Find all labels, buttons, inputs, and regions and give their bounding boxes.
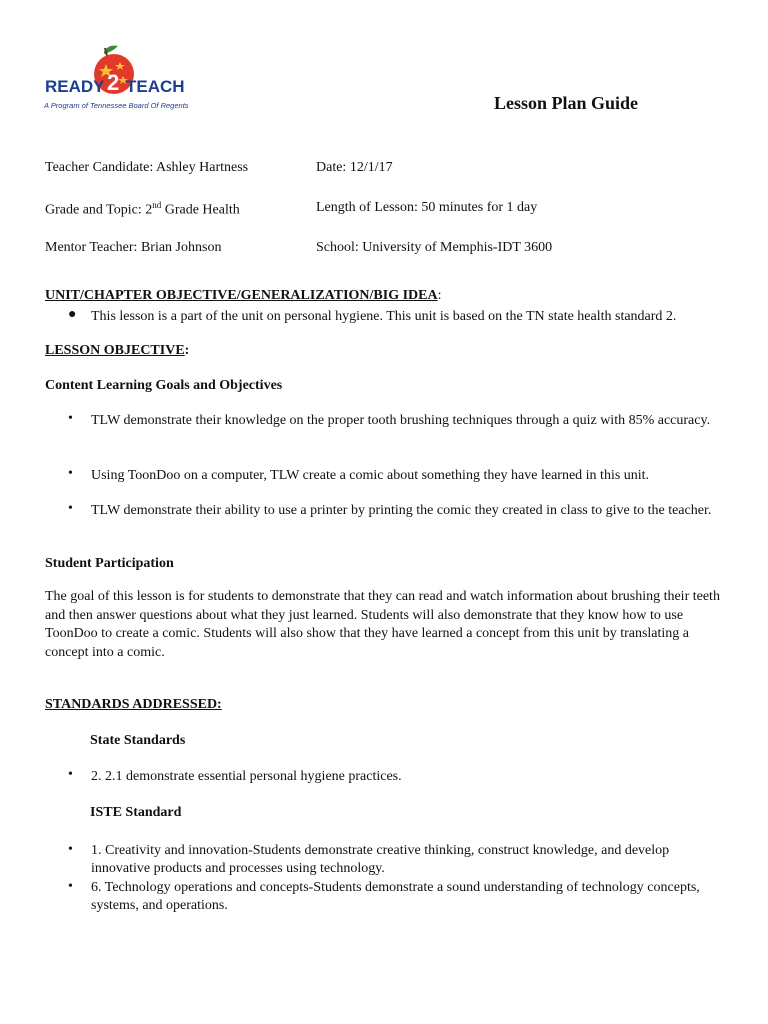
bullet-icon: ● (68, 307, 77, 322)
grade-sup: nd (152, 200, 162, 210)
logo-ready-text: READY (45, 77, 105, 96)
apple-logo-icon (44, 44, 189, 104)
ready2teach-logo (44, 44, 189, 116)
unit-objective-heading: UNIT/CHAPTER OBJECTIVE/GENERALIZATION/BIG IDEA (45, 288, 438, 303)
unit-objective-heading-row (45, 288, 442, 304)
page-title: Lesson Plan Guide (494, 93, 639, 113)
teacher-candidate: Teacher Candidate: Ashley Hartness (45, 160, 249, 175)
goals-heading: Content Learning Goals and Objectives (45, 378, 283, 393)
iste-standard-heading: ISTE Standard (90, 805, 182, 820)
iste-standard-text: 1. Creativity and innovation-Students demonstrate creative thinking, construct knowledge, and develop innovative products and processes using technology. (91, 843, 670, 876)
lesson-objective-heading-row (45, 343, 189, 359)
unit-heading-colon: : (437, 288, 442, 303)
grade-suffix: Grade Health (161, 202, 240, 218)
lesson-length: Length of Lesson: 50 minutes for 1 day (316, 200, 538, 215)
logo-teach-text: TEACH (126, 77, 185, 96)
lesson-date: Date: 12/1/17 (316, 160, 393, 175)
participation-heading: Student Participation (45, 556, 174, 571)
goal-text: TLW demonstrate their ability to use a printer by printing the comic they created in class to give to the teacher. (91, 503, 712, 518)
goal-text: TLW demonstrate their knowledge on the proper tooth brushing techniques through a quiz with 85% accuracy. (91, 413, 711, 428)
participation-text: The goal of this lesson is for students to demonstrate that they can read and watch information about brushing their teeth and then answer questions about what they just learned. Students will also demonstrate that they know how to use ToonDoo to create a comic. Students will also show that they have learned a concept from this unit by translating a concept into a comic. (45, 589, 720, 660)
state-standard-text: 2. 2.1 demonstrate essential personal hygiene practices. (91, 769, 402, 784)
state-standards-heading: State Standards (90, 733, 186, 748)
grade-prefix: Grade and Topic: 2 (45, 202, 153, 218)
bullet-icon: • (68, 767, 73, 782)
goal-text: Using ToonDoo on a computer, TLW create a comic about something they have learned in this unit. (91, 468, 650, 483)
lesson-heading-colon: : (184, 343, 190, 358)
logo-tagline: A Program of Tennessee Board Of Regents (44, 101, 189, 110)
bullet-icon: • (68, 411, 73, 426)
bullet-icon: • (68, 466, 73, 481)
bullet-icon: • (68, 842, 73, 857)
iste-standard-text: 6. Technology operations and concepts-Students demonstrate a sound understanding of technology concepts, systems, and operations. (91, 880, 700, 913)
school: School: University of Memphis-IDT 3600 (316, 240, 553, 255)
bullet-icon: • (68, 879, 73, 894)
mentor-teacher: Mentor Teacher: Brian Johnson (45, 240, 222, 255)
lesson-objective-heading: LESSON OBJECTIVE (45, 343, 185, 358)
unit-bullet-text: This lesson is a part of the unit on personal hygiene. This unit is based on the TN state health standard 2. (91, 309, 677, 324)
logo-two-text: 2 (107, 70, 120, 95)
grade-topic (45, 200, 240, 219)
standards-heading: STANDARDS ADDRESSED: (45, 697, 222, 712)
bullet-icon: • (68, 501, 73, 516)
